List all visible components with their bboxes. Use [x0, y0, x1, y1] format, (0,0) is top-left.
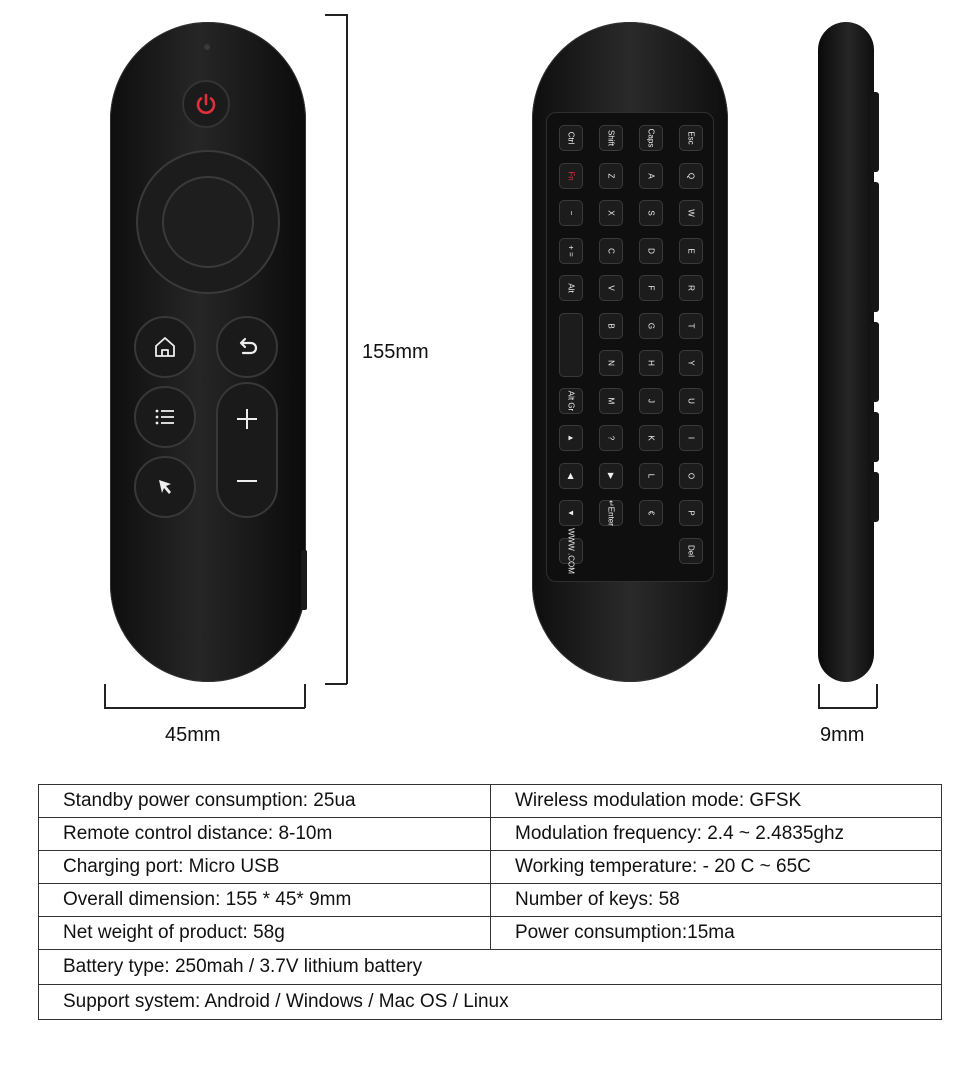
- keyboard-key-label: M: [606, 397, 616, 404]
- keyboard-key-label: F: [646, 285, 656, 291]
- keyboard-key-label: Ctrl: [566, 131, 576, 145]
- keyboard-key: [559, 388, 583, 414]
- spec-row: [39, 884, 942, 917]
- spec-cell: Charging port: Micro USB: [39, 851, 491, 884]
- keyboard-key: [679, 275, 703, 301]
- keyboard-key-label: €: [646, 510, 656, 516]
- width-dim-right: [304, 684, 306, 708]
- dpad-ok-button: [162, 176, 254, 268]
- keyboard-key-label: ↵Enter: [606, 500, 616, 526]
- keyboard-key-label: ▲: [566, 434, 576, 442]
- keyboard-key: [639, 163, 663, 189]
- plus-icon: [234, 406, 260, 432]
- length-label: 155mm: [362, 341, 429, 363]
- volume-rocker: [216, 382, 278, 518]
- back-button: [216, 316, 278, 378]
- spec-row: [39, 917, 942, 950]
- keyboard-key: [639, 125, 663, 151]
- keyboard-key: [599, 125, 623, 151]
- keyboard-key: [599, 238, 623, 264]
- thickness-dim-line: [818, 707, 877, 709]
- remote-back-view: [532, 22, 728, 682]
- keyboard-key-label: ▶: [606, 472, 616, 479]
- keyboard-key: [599, 388, 623, 414]
- pointer-icon: [151, 473, 179, 501]
- spec-row: [39, 950, 942, 985]
- usb-port: [301, 550, 307, 610]
- menu-icon: [151, 403, 179, 431]
- keyboard-key: [559, 200, 583, 226]
- keyboard-key: [679, 500, 703, 526]
- spec-cell: Working temperature: - 20 C ~ 65C: [491, 851, 942, 884]
- minus-icon: [234, 468, 260, 494]
- spec-cell: Number of keys: 58: [491, 884, 942, 917]
- width-dim-left: [104, 684, 106, 708]
- keyboard-key: [679, 463, 703, 489]
- keyboard-key: [679, 313, 703, 339]
- keyboard-key: [599, 200, 623, 226]
- keyboard-key: [599, 275, 623, 301]
- keyboard-key-label: L: [646, 473, 656, 478]
- keyboard-key: [639, 500, 663, 526]
- keyboard-key: [559, 163, 583, 189]
- keyboard-key-label: Del: [686, 544, 696, 557]
- pointer-button: [134, 456, 196, 518]
- keyboard-key: [599, 313, 623, 339]
- spec-cell: Power consumption:15ma: [491, 917, 942, 950]
- keyboard-key-label: V: [606, 285, 616, 291]
- spec-cell: Remote control distance: 8-10m: [39, 818, 491, 851]
- home-button: [134, 316, 196, 378]
- keyboard-key-label: WWW .COM: [566, 527, 576, 574]
- keyboard-key: [639, 313, 663, 339]
- menu-button: [134, 386, 196, 448]
- keyboard-key: [679, 238, 703, 264]
- keyboard-key-label: J: [646, 398, 656, 403]
- keyboard-key-label: Caps: [646, 128, 656, 148]
- dpad-ring: [136, 150, 280, 294]
- keyboard-key: [559, 313, 583, 377]
- spec-cell: Modulation frequency: 2.4 ~ 2.4835ghz: [491, 818, 942, 851]
- keyboard-key: [599, 500, 623, 526]
- keyboard-key-label: B: [606, 322, 616, 329]
- keyboard-key-label: Shift: [606, 129, 616, 147]
- keyboard-key-label: Esc: [686, 131, 696, 145]
- keyboard-key-label: Alt: [566, 283, 576, 293]
- length-dim-line: [346, 14, 348, 684]
- keyboard-key-label: G: [646, 322, 656, 329]
- spec-battery: Battery type: 250mah / 3.7V lithium battery: [39, 950, 942, 985]
- keyboard-key: [559, 275, 583, 301]
- thickness-dim-left: [818, 684, 820, 708]
- spec-cell: Standby power consumption: 25ua: [39, 785, 491, 818]
- keyboard-key-label: O: [686, 472, 696, 479]
- keyboard-key-label: D: [646, 247, 656, 254]
- length-dim-bottom: [325, 683, 347, 685]
- status-led: [204, 44, 210, 50]
- keyboard-key: [679, 425, 703, 451]
- keyboard-key: [679, 125, 703, 151]
- power-icon: [193, 91, 219, 117]
- keyboard-key: [679, 350, 703, 376]
- spec-row: [39, 985, 942, 1020]
- keyboard-key: [599, 463, 623, 489]
- keyboard-key: [639, 200, 663, 226]
- keyboard-key-label: Alt Gr: [566, 390, 576, 411]
- keyboard-key-label: A: [646, 172, 656, 179]
- keyboard-key-label: Y: [686, 360, 696, 366]
- keyboard-key-label: ~: [566, 210, 576, 216]
- keyboard-key: [559, 238, 583, 264]
- thickness-dim-right: [876, 684, 878, 708]
- keyboard-key: [639, 425, 663, 451]
- width-dim-line: [104, 707, 305, 709]
- keyboard-key-label: T: [686, 323, 696, 328]
- width-label: 45mm: [165, 724, 221, 746]
- keyboard-key: [639, 350, 663, 376]
- keyboard-key: [679, 538, 703, 564]
- thickness-label: 9mm: [820, 724, 865, 746]
- spec-row: [39, 785, 942, 818]
- spec-row: [39, 818, 942, 851]
- keyboard-key-label: ?: [606, 435, 616, 441]
- spec-support: Support system: Android / Windows / Mac OS / Linux: [39, 985, 942, 1020]
- keyboard-key: [679, 200, 703, 226]
- keyboard-key-label: H: [646, 360, 656, 366]
- side-button: [871, 472, 879, 522]
- keyboard-key-label: Fn: [566, 170, 576, 181]
- keyboard-key-label: N: [606, 360, 616, 366]
- keyboard-key-label: Q: [686, 172, 696, 179]
- spec-row: [39, 851, 942, 884]
- spec-table: [38, 784, 942, 1020]
- side-button: [871, 322, 879, 402]
- keyboard-key: [639, 463, 663, 489]
- keyboard-key-label: U: [686, 397, 696, 404]
- keyboard-key: [559, 125, 583, 151]
- keyboard-key-label: C: [606, 247, 616, 254]
- keyboard-key: [559, 527, 583, 574]
- keyboard-key-label: P: [686, 510, 696, 516]
- keyboard-key-label: ◀: [566, 472, 576, 479]
- remote-side-view: [818, 22, 874, 682]
- keyboard-key: [559, 425, 583, 451]
- spec-cell: Net weight of product: 58g: [39, 917, 491, 950]
- side-button: [871, 182, 879, 312]
- keyboard-key: [559, 500, 583, 526]
- keyboard-key: [599, 425, 623, 451]
- keyboard-key-label: + =: [566, 244, 576, 257]
- keyboard-key: [599, 350, 623, 376]
- keyboard-key: [679, 388, 703, 414]
- keyboard-key: [639, 388, 663, 414]
- keyboard-key-label: S: [646, 210, 656, 216]
- keyboard-key-label: W: [686, 209, 696, 217]
- power-button: [182, 80, 230, 128]
- spec-cell: Wireless modulation mode: GFSK: [491, 785, 942, 818]
- keyboard-key: [559, 463, 583, 489]
- keyboard-key-label: K: [646, 435, 656, 441]
- keyboard-key-label: R: [686, 285, 696, 291]
- keyboard-key-label: Z: [606, 173, 616, 178]
- side-button: [871, 412, 879, 462]
- side-button: [871, 92, 879, 172]
- keyboard-key: [639, 238, 663, 264]
- keyboard-key-label: X: [606, 210, 616, 216]
- back-icon: [233, 333, 261, 361]
- keyboard-key-label: E: [686, 247, 696, 254]
- length-dim-top: [325, 14, 347, 16]
- qwerty-keyboard: [546, 112, 714, 582]
- remote-front-view: [110, 22, 306, 682]
- home-icon: [151, 333, 179, 361]
- keyboard-key-label: ▼: [566, 509, 576, 517]
- keyboard-key: [599, 163, 623, 189]
- keyboard-key: [679, 163, 703, 189]
- keyboard-key-label: I: [686, 436, 696, 440]
- spec-cell: Overall dimension: 155 * 45* 9mm: [39, 884, 491, 917]
- keyboard-key: [639, 275, 663, 301]
